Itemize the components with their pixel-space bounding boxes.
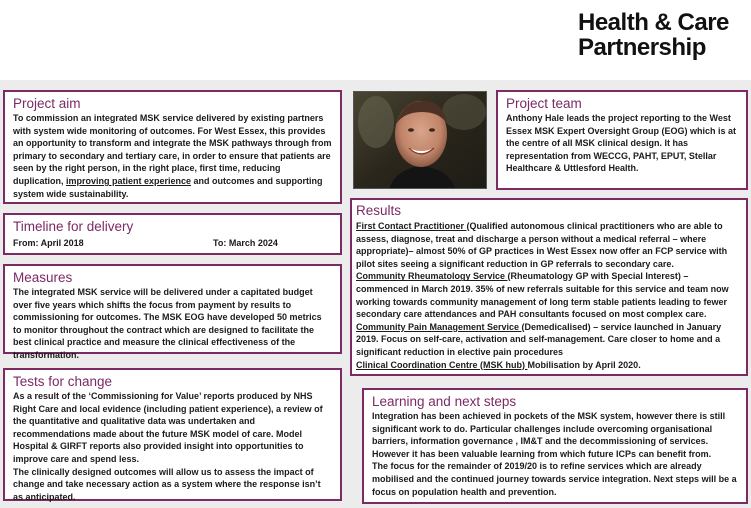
results-item-rheumatology-heading: Community Rheumatology Service	[356, 271, 508, 282]
timeline-panel	[3, 213, 342, 255]
results-panel	[350, 198, 748, 376]
timeline-from: From: April 2018	[13, 238, 84, 248]
results-item-hub	[356, 359, 742, 372]
tests-panel	[3, 368, 342, 501]
results-item-fcp-heading: First Contact Practitioner	[356, 221, 467, 231]
hcp-logo	[578, 10, 748, 60]
results-item-pain-text: (Demedicalised) – service launched in January 2019. Focus on self-care, activation and self-management. Care closer to home and a significant reduction in elective pain procedures	[356, 321, 722, 357]
results-item-pain	[356, 321, 742, 359]
tests-text-1: As a result of the ‘Commissioning for Value’ reports produced by NHS Right Care and local evidence (including patient experience), a review of the quantitative and qualitative data was undertaken and recommendations made about the future MSK model of care. Model Hospital & GIRFT reports also provided insight into opportunities to improve care and spend less.	[13, 391, 323, 464]
project-aim-title: Project aim	[13, 96, 81, 111]
results-item-fcp-text: (Qualified autonomous clinical practitioners who are able to assess, diagnose, treat and discharge a person without a medical referral – where appropriate)– almost 50% of GP practices in West Essex now offer an FCP service with pilot sites seeing a significant reduction in GP referrals to secondary care.	[356, 221, 728, 269]
project-aim-panel	[3, 90, 342, 204]
project-team-title: Project team	[506, 96, 582, 111]
results-item-fcp	[356, 220, 742, 270]
timeline-to: To: March 2024	[213, 238, 278, 248]
learning-text-1: Integration has been achieved in pockets of the MSK system, however there is still significant work to do. Particular challenges include overcoming organisational barriers, information governance , IM&T and the decommissioning of services. However it has been valuable learning from which future ICPs can benefit from.	[372, 411, 726, 459]
project-aim-text-after: and outcomes and supporting system wide sustainability.	[13, 175, 323, 199]
portrait-photo	[353, 91, 487, 189]
project-team-panel	[496, 90, 748, 190]
results-item-hub-heading: Clinical Coordination Centre (MSK hub)	[356, 359, 528, 370]
project-aim-text-before: To commission an integrated MSK service delivered by existing partners with system wide monitoring of outcomes. For West Essex, this provides an opportunity to transform and integrate the MSK pathways through from primary to secondary and tertiary care, in order to ensure that patients are seen by the right person, in the right place, first time, reducing duplication,	[13, 113, 332, 186]
project-team-text: Anthony Hale leads the project reporting to the West Essex MSK Expert Oversight Group (EOG) which is at the centre of all MSK clinical design. It has representation from WECCG, PAHT, EPUT, Stellar Healthcare & Uttlesford Health.	[506, 113, 737, 174]
logo-line-2: Partnership	[578, 34, 706, 61]
logo-line-1: Health & Care	[578, 9, 729, 36]
learning-panel	[362, 388, 748, 504]
learning-text-2: The focus for the remainder of 2019/20 is to refine services which are already mobilised and the continued journey towards service integration. Next steps will be a focus on population health and prevention.	[372, 461, 737, 497]
measures-text: The integrated MSK service will be delivered under a capitated budget over five years which shifts the focus from payment by results to commissioning for outcomes. The MSK EOG have developed 50 metrics to monitor throughout the contract which are designed to facilitate the best clinical practice and measure the clinical effectiveness of the transformation.	[13, 287, 322, 360]
results-item-rheumatology-text: (Rheumatology GP with Special Interest) – commenced in March 2019. 35% of new referrals suitable for this service and team now working towards community management of long term stable patients leading to fewer secondary care attendances and PAH consultants focused on most complex care.	[356, 271, 729, 320]
project-aim-text	[13, 112, 332, 200]
tests-title: Tests for change	[13, 374, 113, 389]
measures-panel	[3, 264, 342, 360]
portrait-image	[354, 92, 487, 189]
timeline-title: Timeline for delivery	[13, 219, 134, 234]
learning-title: Learning and next steps	[372, 394, 517, 409]
measures-title: Measures	[13, 270, 73, 285]
results-item-pain-heading: Community Pain Management Service	[356, 321, 522, 332]
results-item-hub-text: Mobilisation by April 2020.	[527, 359, 641, 370]
results-title: Results	[356, 203, 402, 218]
project-aim-underlined: improving patient experience	[66, 175, 192, 186]
tests-text-2: The clinically designed outcomes will allow us to assess the impact of change and take necessary action as a system where the response isn’t as anticipated.	[13, 466, 321, 502]
results-item-rheumatology	[356, 270, 742, 320]
